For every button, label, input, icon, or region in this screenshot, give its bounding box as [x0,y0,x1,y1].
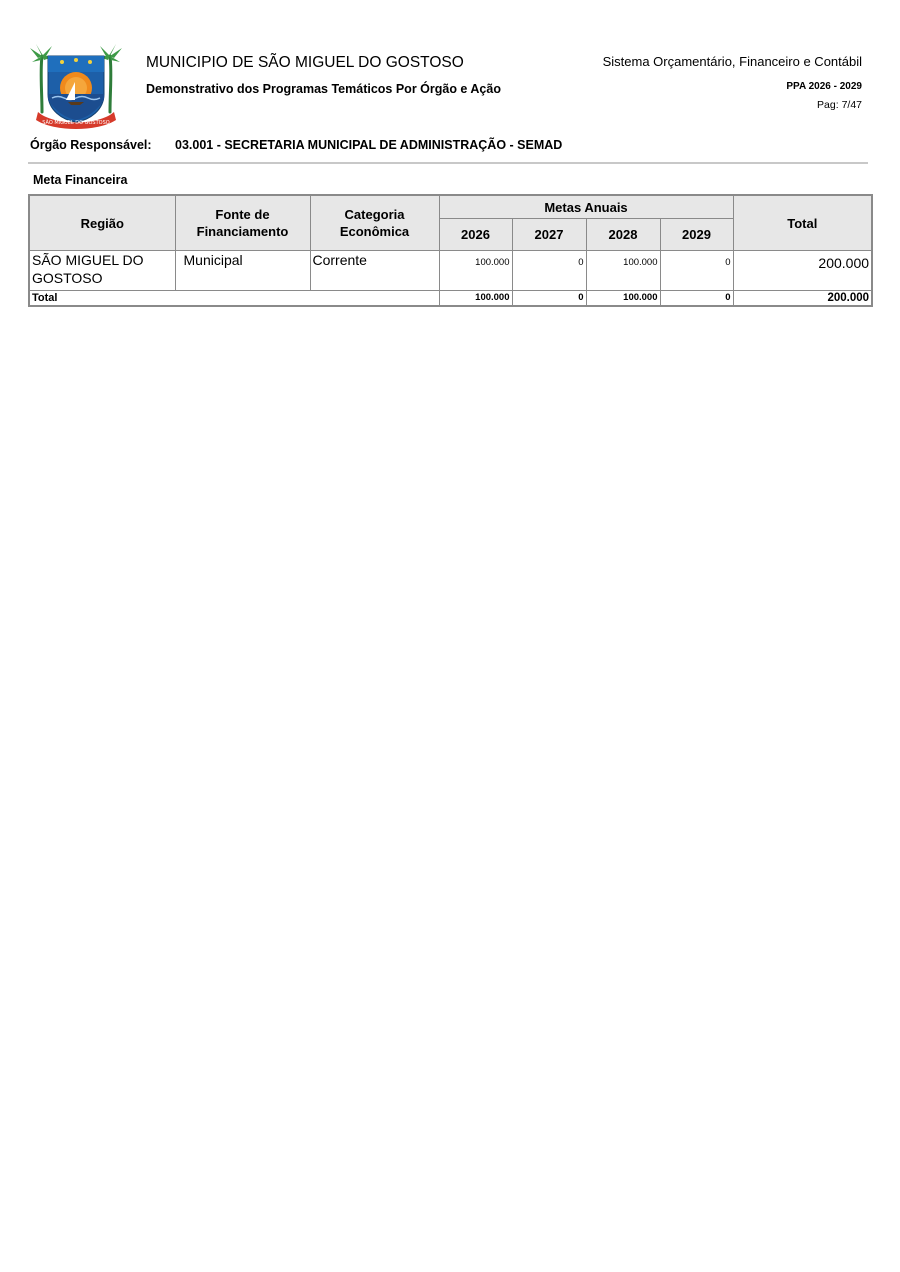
total-2028: 100.000 [586,291,660,307]
header-fonte: Fonte de Financiamento [175,195,310,251]
table-row [29,251,872,291]
header-categoria: Categoria Econômica [310,195,439,251]
grand-total: 200.000 [733,291,872,307]
cell-value-2029: 0 [660,251,733,291]
municipal-coat-of-arms-icon [28,42,124,130]
total-2027: 0 [512,291,586,307]
divider [28,162,868,164]
page-number: Pag: 7/47 [817,99,862,111]
svg-text:SÃO MIGUEL DO GOSTOSO: SÃO MIGUEL DO GOSTOSO [42,120,110,126]
meta-financeira-table [28,194,873,307]
header-regiao: Região [29,195,175,251]
cell-value-2027: 0 [512,251,586,291]
cell-fonte: Municipal [175,251,310,291]
system-name: Sistema Orçamentário, Financeiro e Contábil [602,54,862,69]
cell-categoria: Corrente [310,251,439,291]
cell-regiao: SÃO MIGUEL DO GOSTOSO [29,251,175,291]
total-2029: 0 [660,291,733,307]
header-year: 2029 [660,219,733,251]
total-row [29,291,872,307]
header-metas-anuais: Metas Anuais [439,195,733,219]
municipality-name: MUNICIPIO DE SÃO MIGUEL DO GOSTOSO [146,54,464,71]
header-year: 2027 [512,219,586,251]
orgao-label: Órgão Responsável: [30,138,152,152]
total-label: Total [29,291,439,307]
header-total: Total [733,195,872,251]
total-2026: 100.000 [439,291,512,307]
header-year: 2026 [439,219,512,251]
cell-value-2028: 100.000 [586,251,660,291]
cell-total: 200.000 [733,251,872,291]
header-year: 2028 [586,219,660,251]
report-title: Demonstrativo dos Programas Temáticos Por Órgão e Ação [146,82,501,96]
ppa-period: PPA 2026 - 2029 [786,81,862,92]
orgao-value: 03.001 - SECRETARIA MUNICIPAL DE ADMINISTRAÇÃO - SEMAD [175,138,563,152]
cell-value-2026: 100.000 [439,251,512,291]
section-title: Meta Financeira [33,173,128,187]
